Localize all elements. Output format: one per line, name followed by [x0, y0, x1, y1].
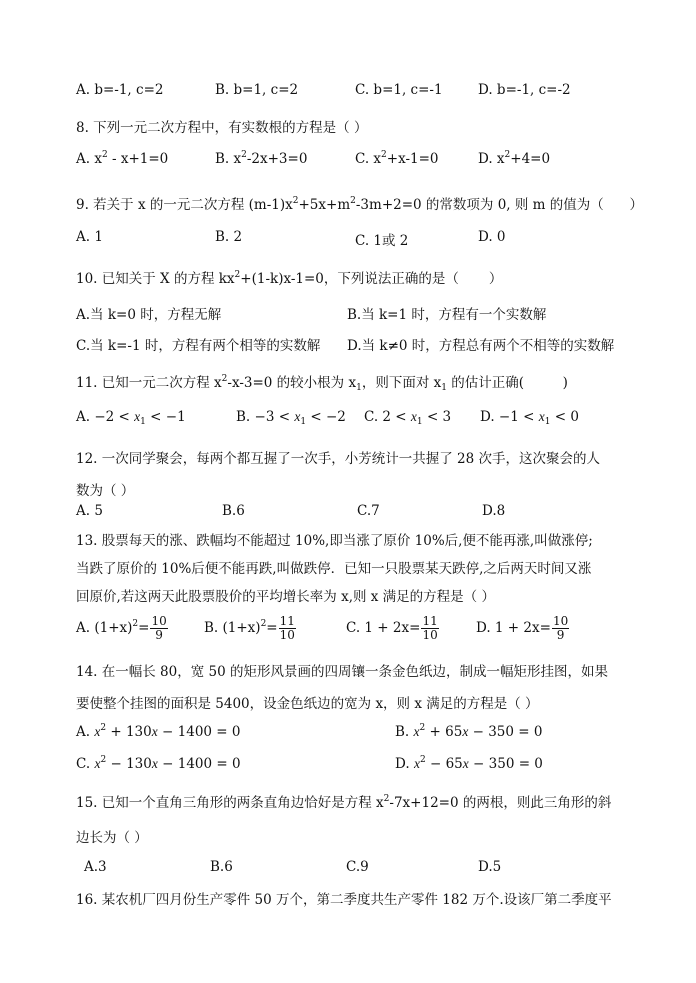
question-8: 8. 下列一元二次方程中，有实数根的方程是（ ） — [76, 120, 368, 136]
q7-option-a: A. b=-1, c=2 — [76, 82, 164, 98]
q9-option-d: D. 0 — [478, 229, 506, 245]
q11-option-c: C. $2 < x_1 < 3$ — [364, 409, 452, 427]
q10-option-b: B.当 k=1 时，方程有一个实数解 — [347, 307, 547, 323]
q13-option-a: A. $(1+x)^2=$ $\frac{10}{9}$ — [76, 614, 167, 642]
q14-option-c: C. $x^2 - 130x - 1400 = 0$ — [76, 755, 241, 772]
q8-option-a: A. $x^2 - x+1=0$ — [76, 150, 169, 167]
q13-option-d: D. 1 + 2x= $\frac{10}{9}$ — [476, 614, 569, 642]
q14-option-b: B. $x^2 + 65x - 350 = 0$ — [395, 723, 543, 740]
q15-option-a: A.3 — [84, 859, 107, 875]
q13-option-c: C. 1 + 2x= $\frac{11}{10}$ — [346, 614, 438, 642]
q8-option-c: C. $x^2+x-1=0$ — [355, 150, 439, 167]
q14-option-d: D. $x^2 - 65x - 350 = 0$ — [395, 755, 543, 772]
question-14-line-2: 要使整个挂图的面积是 5400，设金色纸边的宽为 x，则 x 满足的方程是（ ） — [76, 696, 539, 712]
question-13-line-2: 当跌了原价的 10%后便不能再跌,叫做跌停．已知一只股票某天跌停,之后两天时间又涨 — [76, 561, 592, 577]
q15-option-d: D.5 — [478, 859, 502, 875]
question-10: 10. 已知关于 X 的方程 $kx^2+(1-k)x-1=0$，下列说法正确的是（ ） — [76, 270, 503, 287]
q12-option-d: D.8 — [482, 503, 506, 519]
question-15-line-1: 15. 已知一个直角三角形的两条直角边恰好是方程 $x^2-7x+12=0$ 的两根，则此三角形的斜 — [76, 794, 612, 811]
q11-option-d: D. $-1 < x_1 < 0$ — [480, 409, 579, 427]
q13-option-b: B. $(1+x)^2=$ $\frac{11}{10}$ — [204, 614, 295, 642]
question-11: 11. 已知一元二次方程 $x^2-x-3=0$ 的较小根为 $x_1$，则下面对 $x_1$ 的估计正确( ) — [76, 374, 568, 393]
q10-option-c: C.当 k=-1 时，方程有两个相等的实数解 — [76, 338, 321, 354]
question-12-line-1: 12. 一次同学聚会，每两个都互握了一次手，小芳统计一共握了 28 次手，这次聚会的人 — [76, 451, 601, 467]
question-13-line-1: 13. 股票每天的涨、跌幅均不能超过 10%,即当涨了原价 10%后,便不能再涨,叫做涨停; — [76, 533, 593, 549]
q9-option-c: C. 1或 2 — [355, 233, 409, 249]
q15-option-b: B.6 — [210, 859, 233, 875]
question-14-line-1: 14. 在一幅长 80，宽 50 的矩形风景画的四周镶一条金色纸边，制成一幅矩形挂图，如果 — [76, 664, 608, 680]
q9-option-a: A. 1 — [76, 229, 103, 245]
question-16-line-1: 16. 某农机厂四月份生产零件 50 万个，第二季度共生产零件 182 万个.设该厂第二季度平 — [76, 892, 612, 908]
q10-option-a: A.当 k=0 时，方程无解 — [76, 307, 222, 323]
q7-option-d: D. b=-1, c=-2 — [478, 82, 571, 98]
q9-option-b: B. 2 — [215, 229, 243, 245]
q12-option-a: A. 5 — [76, 503, 103, 519]
q12-option-b: B.6 — [222, 503, 245, 519]
question-15-line-2: 边长为（ ） — [76, 830, 148, 846]
question-13-line-3: 回原价,若这两天此股票股价的平均增长率为 x,则 x 满足的方程是（ ） — [76, 589, 495, 605]
question-9: 9. 若关于 x 的一元二次方程 $(m-1)x^2+5x+m^2-3m+2=0$ 的常数项为 0, 则 m 的值为（ ） — [76, 196, 644, 213]
q10-option-d: D.当 k≠0 时，方程总有两个不相等的实数解 — [347, 338, 615, 354]
q11-option-b: B. $-3 < x_1 < -2$ — [236, 409, 346, 427]
q7-option-b: B. b=1, c=2 — [215, 82, 299, 98]
q7-option-c: C. b=1, c=-1 — [355, 82, 443, 98]
q15-option-c: C.9 — [346, 859, 369, 875]
q14-option-a: A. $x^2 + 130x - 1400 = 0$ — [76, 723, 241, 740]
q8-option-b: B. $x^2-2x+3=0$ — [215, 150, 308, 167]
question-12-line-2: 数为（ ） — [76, 483, 135, 499]
q8-option-d: D. $x^2+4=0$ — [478, 150, 551, 167]
q11-option-a: A. $-2 < x_1 < -1$ — [76, 409, 186, 427]
q12-option-c: C.7 — [357, 503, 380, 519]
